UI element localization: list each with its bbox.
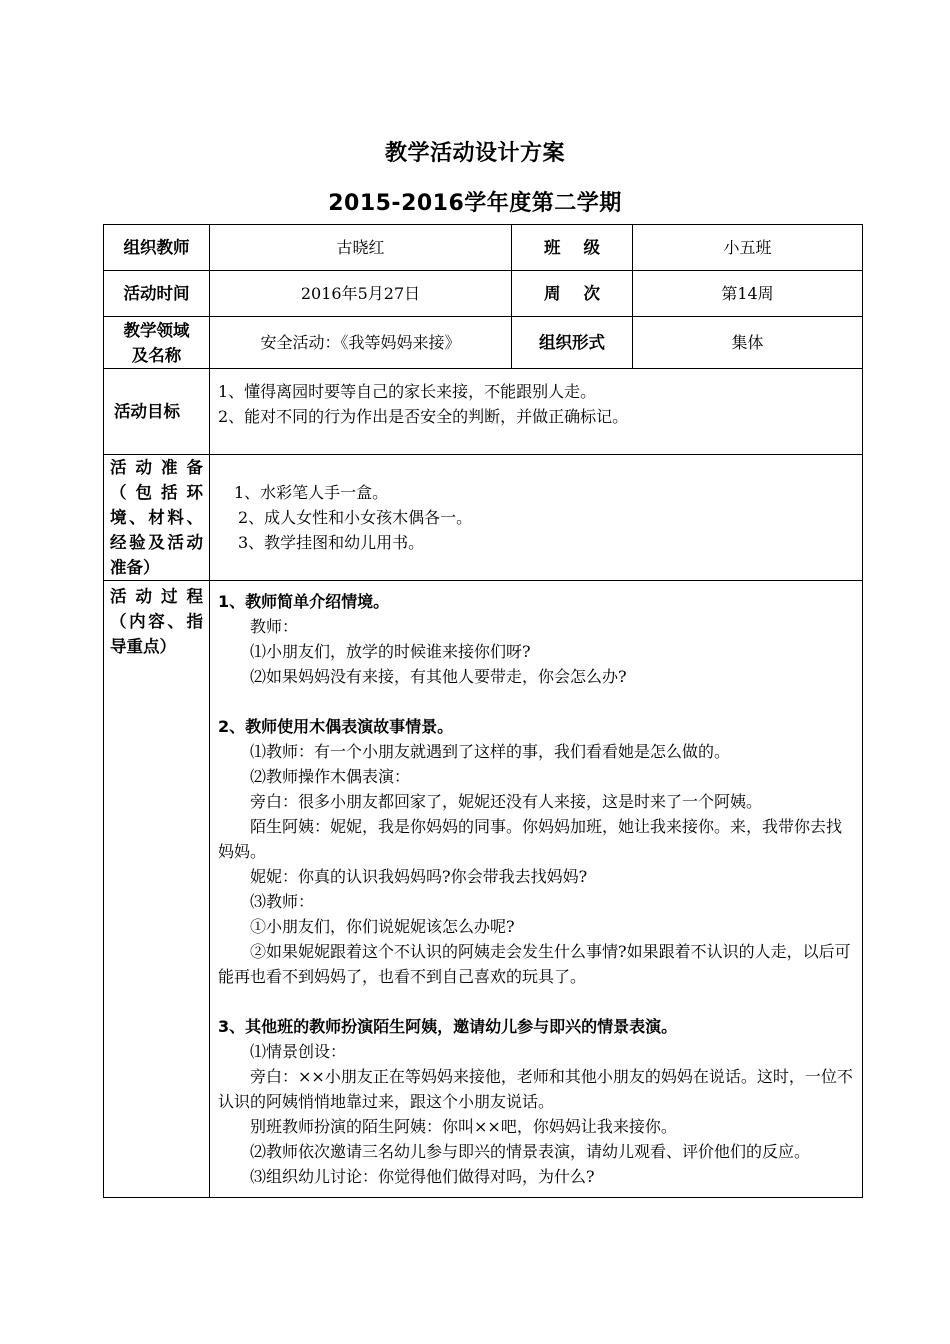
process-line: ⑴教师：有一个小朋友就遇到了这样的事，我们看看她是怎么做的。 — [250, 742, 731, 761]
teacher-value: 古晓红 — [210, 225, 512, 271]
process-label: 活动过程（内容、指导重点） — [104, 581, 210, 1198]
process-line: 妮妮：你真的认识我妈妈吗?你会带我去找妈妈? — [250, 867, 588, 886]
goal-label: 活动目标 — [104, 369, 210, 455]
table-row — [104, 225, 863, 271]
process-line: ⑴情景创设： — [250, 1042, 347, 1061]
process-line: ⑵如果妈妈没有来接，有其他人要带走，你会怎么办? — [250, 667, 627, 686]
section-heading: 2、教师使用木偶表演故事情景。 — [218, 717, 454, 736]
domain-label — [104, 317, 210, 369]
process-line: 旁白：很多小朋友都回家了，妮妮还没有人来接，这是时来了一个阿姨。 — [250, 792, 763, 811]
table-row — [104, 369, 863, 455]
form-label: 组织形式 — [512, 317, 633, 369]
document-subtitle: 2015-2016学年度第二学期 — [328, 191, 622, 216]
table-row — [104, 317, 863, 369]
prep-label: 活动准备（包括环境、材料、经验及活动准备） — [104, 455, 210, 581]
teacher-label: 组织教师 — [104, 225, 210, 271]
section-heading: 1、教师简单介绍情境。 — [218, 592, 390, 611]
process-line: ②如果妮妮跟着这个不认识的阿姨走会发生什么事情?如果跟着不认识的人走，以后可能再也看不到妈妈了，也看不到自己喜欢的玩具了。 — [218, 942, 851, 986]
process-line: 旁白：××小朋友正在等妈妈来接他，老师和其他小朋友的妈妈在说话。这时，一位不认识的阿姨悄悄地靠过来，跟这个小朋友说话。 — [218, 1067, 853, 1111]
time-label: 活动时间 — [104, 271, 210, 317]
prep-content — [210, 455, 863, 581]
process-line: ⑵教师依次邀请三名幼儿参与即兴的情景表演，请幼儿观看、评价他们的反应。 — [250, 1142, 811, 1161]
domain-label-line2: 及名称 — [131, 345, 182, 365]
goal-item: 1、懂得离园时要等自己的家长来接，不能跟别人走。 — [218, 382, 597, 401]
table-row — [104, 455, 863, 581]
process-line: ⑶教师： — [250, 892, 315, 911]
class-value: 小五班 — [633, 225, 863, 271]
table-row — [104, 271, 863, 317]
process-line: 别班教师扮演的陌生阿姨：你叫××吧，你妈妈让我来接你。 — [250, 1117, 677, 1136]
process-content — [210, 581, 863, 1198]
form-value: 集体 — [633, 317, 863, 369]
prep-item: 3、教学挂图和幼儿用书。 — [238, 533, 425, 552]
goal-content — [210, 369, 863, 455]
domain-value: 安全活动：《我等妈妈来接》 — [210, 317, 512, 369]
table-row — [104, 581, 863, 1198]
week-label: 周 次 — [512, 271, 633, 317]
process-line: ⑶组织幼儿讨论：你觉得他们做得对吗，为什么? — [250, 1167, 595, 1186]
prep-item: 1、水彩笔人手一盒。 — [234, 483, 389, 502]
process-line: ⑵教师操作木偶表演： — [250, 767, 411, 786]
week-value: 第14周 — [633, 271, 863, 317]
goal-item: 2、能对不同的行为作出是否安全的判断，并做正确标记。 — [218, 407, 629, 426]
section-heading: 3、其他班的教师扮演陌生阿姨，邀请幼儿参与即兴的情景表演。 — [218, 1017, 678, 1036]
process-line: ①小朋友们，你们说妮妮该怎么办呢? — [250, 917, 515, 936]
process-line: 教师： — [250, 617, 299, 636]
plan-table — [103, 224, 863, 1198]
domain-label-line1: 教学领域 — [123, 320, 190, 340]
process-line: 陌生阿姨：妮妮，我是你妈妈的同事。你妈妈加班，她让我来接你。来，我带你去找妈妈。 — [218, 817, 843, 861]
time-value: 2016年5月27日 — [210, 271, 512, 317]
document-title: 教学活动设计方案 — [384, 141, 565, 166]
process-line: ⑴小朋友们，放学的时候谁来接你们呀? — [250, 642, 531, 661]
class-label: 班 级 — [512, 225, 633, 271]
prep-item: 2、成人女性和小女孩木偶各一。 — [238, 508, 473, 527]
